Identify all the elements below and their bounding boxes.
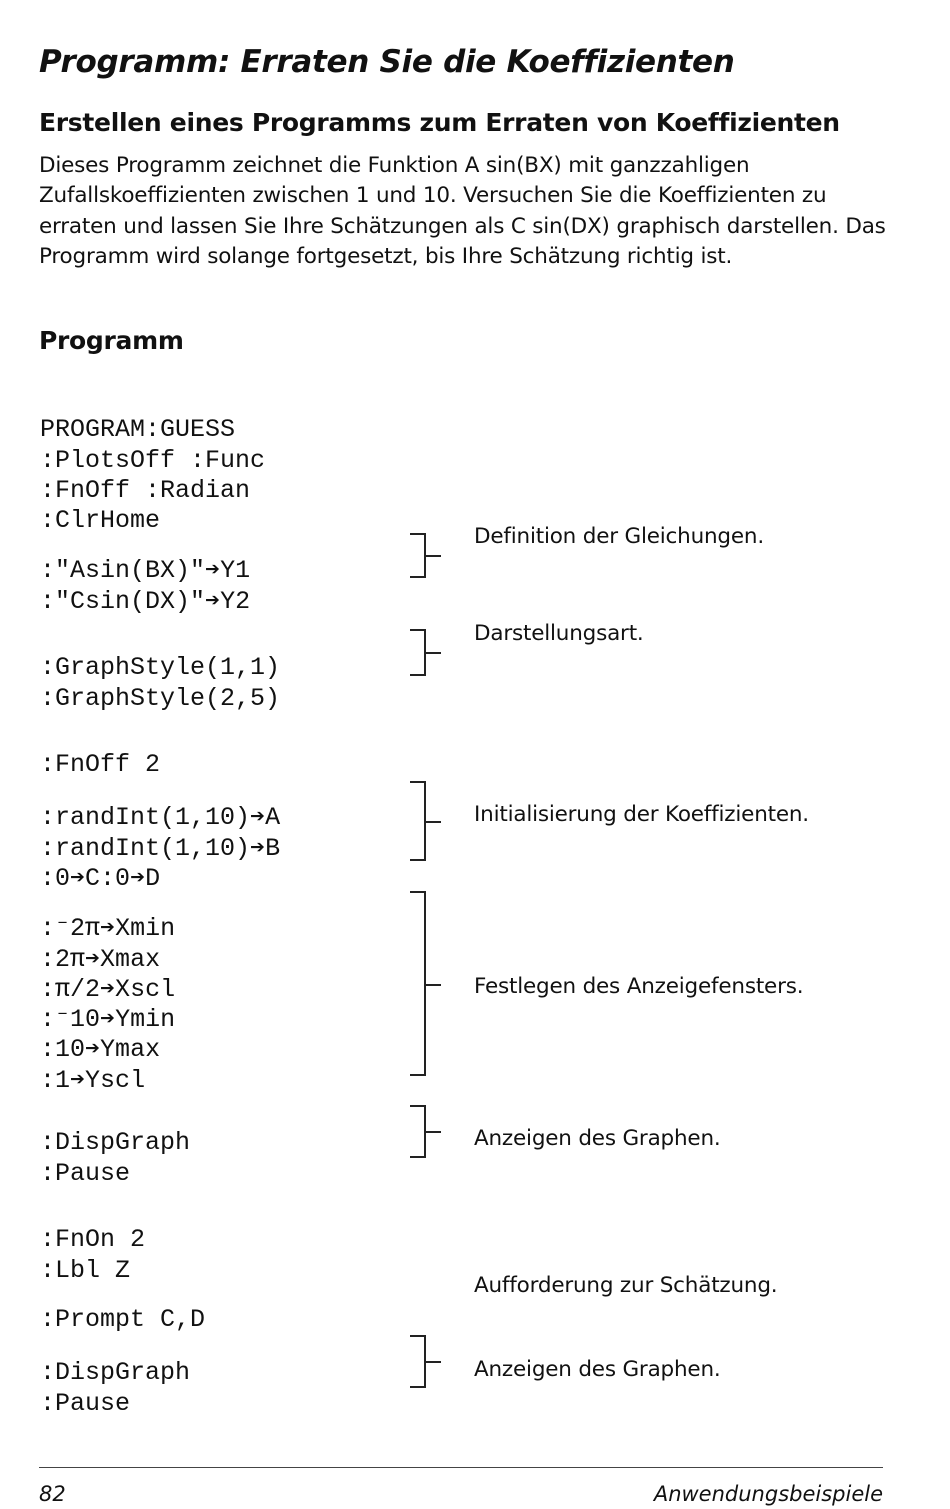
code-block-dispgraph-2 <box>40 1328 190 1449</box>
page-title: Programm: Erraten Sie die Koeffizienten <box>39 44 735 80</box>
note-equations: Definition der Gleichungen. <box>474 524 764 549</box>
page-number: 82 <box>39 1482 66 1506</box>
intro-paragraph: Dieses Programm zeichnet die Funktion A sin(BX) mit ganzzahligen Zufallskoeffizienten zwischen 1 und 10. Versuchen Sie die Koeffizienten zu erraten und lassen Sie Ihre Schätzungen als C sin(DX) graphisch darstellen. Das Programm wird solange fortgesetzt, bis Ihre Schätzung richtig ist. <box>39 153 886 270</box>
bracket <box>410 533 426 578</box>
code-line: :GraphStyle(1,1) <box>40 653 281 683</box>
code-line: :0➔C:0➔D <box>40 863 161 893</box>
bracket <box>410 629 426 676</box>
code-line: :⁻2π➔Xmin <box>40 914 176 944</box>
code-line: :PlotsOff :Func <box>40 445 266 475</box>
code-line: :π/2➔Xscl <box>40 974 176 1004</box>
note-window: Festlegen des Anzeigefensters. <box>474 974 804 999</box>
code-line: :GraphStyle(2,5) <box>40 683 281 713</box>
code-line: :ClrHome <box>40 506 161 536</box>
code-line: :"Csin(DX)"➔Y2 <box>40 586 251 616</box>
code-line: :FnOff :Radian <box>40 475 251 505</box>
code-line: :FnOn 2 <box>40 1225 146 1255</box>
code-line: :randInt(1,10)➔A <box>40 803 281 833</box>
code-line: :FnOff 2 <box>40 750 161 780</box>
bracket <box>410 1105 426 1158</box>
note-prompt: Aufforderung zur Schätzung. <box>474 1273 778 1298</box>
code-line: :DispGraph <box>40 1128 191 1158</box>
code-line: :DispGraph <box>40 1358 191 1388</box>
bracket <box>410 1335 426 1388</box>
bracket <box>410 891 426 1076</box>
code-line: :1➔Yscl <box>40 1065 146 1095</box>
note-graphstyle: Darstellungsart. <box>474 621 644 646</box>
code-line: :Prompt C,D <box>40 1305 206 1335</box>
code-line: :Pause <box>40 1158 131 1188</box>
chapter-name: Anwendungsbeispiele <box>653 1482 883 1506</box>
note-dispgraph: Anzeigen des Graphen. <box>474 1126 721 1151</box>
code-line: PROGRAM:GUESS <box>40 415 236 445</box>
note-randint: Initialisierung der Koeffizienten. <box>474 802 809 827</box>
code-line: :10➔Ymax <box>40 1035 161 1065</box>
code-line: :Pause <box>40 1388 131 1418</box>
code-block-window <box>40 884 175 1126</box>
code-line: :Lbl Z <box>40 1255 131 1285</box>
program-heading: Programm <box>39 326 184 355</box>
code-line: :2π➔Xmax <box>40 944 161 974</box>
footer-divider <box>39 1467 883 1468</box>
code-line: :randInt(1,10)➔B <box>40 833 281 863</box>
note-dispgraph-2: Anzeigen des Graphen. <box>474 1357 721 1382</box>
code-line: :"Asin(BX)"➔Y1 <box>40 556 251 586</box>
code-line: :⁻10➔Ymin <box>40 1005 176 1035</box>
section-subtitle: Erstellen eines Programms zum Erraten von Koeffizienten <box>39 108 840 137</box>
bracket <box>410 781 426 861</box>
